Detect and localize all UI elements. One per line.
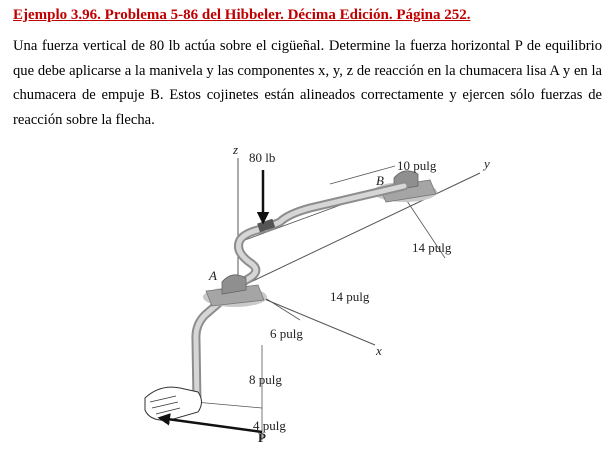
dim-14-right-label: 14 pulg <box>412 240 452 255</box>
hand-icon <box>145 387 202 420</box>
force-p-arrow <box>160 418 262 432</box>
dim-4-label: 4 pulg <box>253 418 286 433</box>
axis-z-label: z <box>233 142 239 157</box>
force-p-label: P <box>258 430 266 445</box>
page-title: Ejemplo 3.96. Problema 5-86 del Hibbeler. Décima Edición. Página 252. <box>13 7 471 23</box>
point-a-label: A <box>209 268 217 283</box>
problem-text: Una fuerza vertical de 80 lb actúa sobre el cigüeñal. Determine la fuerza horizontal P de equilibrio que debe aplicarse a la manivela y las componentes x, y, z de reacción en la chumacera lisa A y en la chumacera de empuje B. Estos cojinetes están alineados correctamente y ejercen sólo fuerzas de reacción sobre la flecha. <box>13 38 602 128</box>
axis-x-label: x <box>376 343 382 358</box>
axis-y-label: y <box>484 156 490 171</box>
dim-10-label: 10 pulg <box>397 158 437 173</box>
dim-14-mid-label: 14 pulg <box>330 289 370 304</box>
point-b-label: B <box>376 173 384 188</box>
dim-8-label: 8 pulg <box>249 372 282 387</box>
dim-6-label: 6 pulg <box>270 326 303 341</box>
crankshaft-figure <box>0 140 613 458</box>
force-80lb-label: 80 lb <box>249 150 276 165</box>
y-axis <box>238 173 480 288</box>
problem-statement <box>13 34 602 132</box>
